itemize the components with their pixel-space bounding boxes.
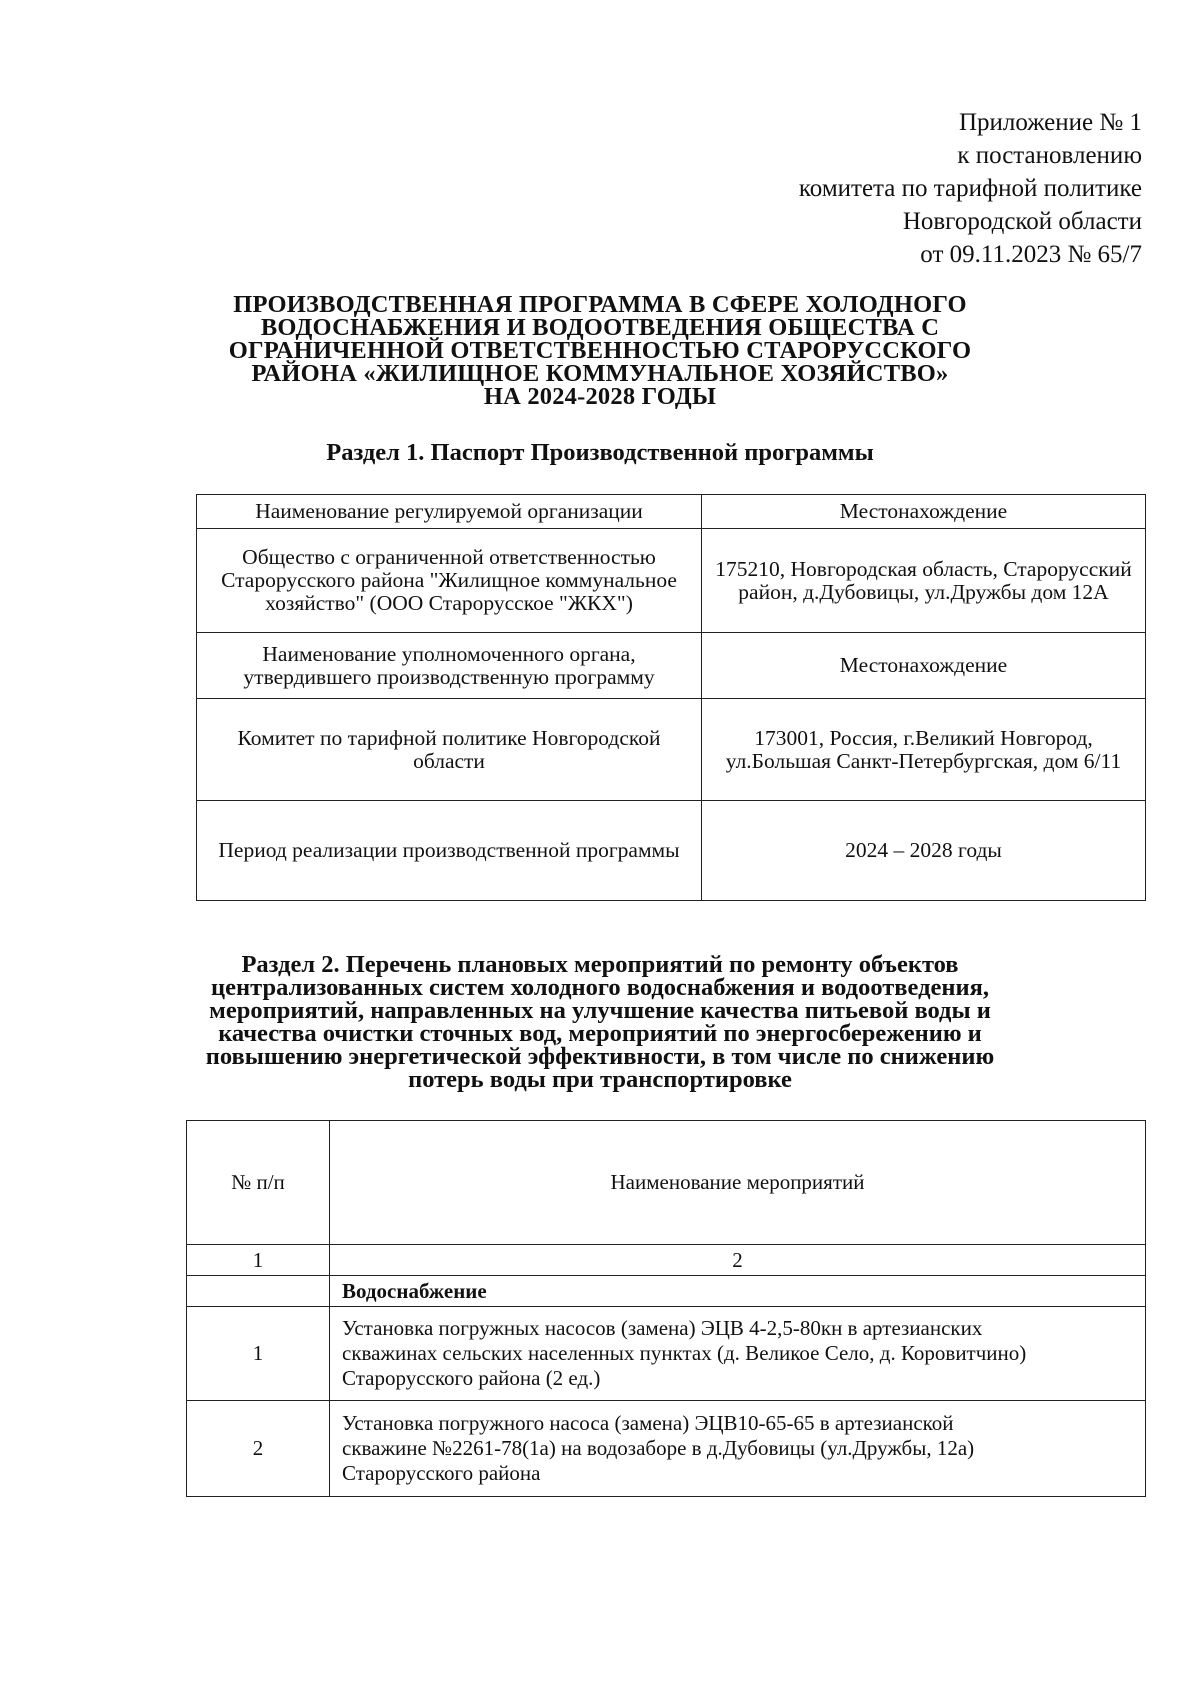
table-cell: Общество с ограниченной ответственностью Старорусского района "Жилищное коммунальное хозяйство" (ООО Старорусское "ЖКХ") <box>197 529 702 633</box>
appendix-line: от 09.11.2023 № 65/7 <box>920 241 1142 268</box>
table-cell: Местонахождение <box>702 495 1146 529</box>
column-number: 2 <box>330 1245 1146 1276</box>
measure-line: скважинах сельских населенных пунктах (д. Великое Село, д. Коровитчино) <box>342 1341 1027 1365</box>
group-row <box>187 1276 1146 1307</box>
title-line: ВОДОСНАБЖЕНИЯ И ВОДООТВЕДЕНИЯ ОБЩЕСТВА С <box>260 314 940 341</box>
table-row <box>187 1307 1146 1401</box>
table-row <box>197 699 1146 801</box>
title-line: ОГРАНИЧЕННОЙ ОТВЕТСТВЕННОСТЬЮ СТАРОРУССКОГО <box>228 337 972 364</box>
heading-line: Раздел 2. Перечень плановых мероприятий по ремонту объектов <box>241 951 959 978</box>
row-number: 1 <box>187 1307 330 1401</box>
column-header-name: Наименование мероприятий <box>330 1121 1146 1245</box>
heading-line: потерь воды при транспортировке <box>408 1066 792 1093</box>
appendix-line: комитета по тарифной политике <box>798 175 1142 202</box>
table-cell: 2024 – 2028 годы <box>702 801 1146 901</box>
table-cell: 175210, Новгородская область, Старорусский район, д.Дубовицы, ул.Дружбы дом 12А <box>702 529 1146 633</box>
table-row <box>187 1401 1146 1497</box>
section1-heading: Раздел 1. Паспорт Производственной программы <box>326 439 874 466</box>
measure-name <box>330 1307 1146 1401</box>
title-line: НА 2024-2028 ГОДЫ <box>483 383 717 410</box>
passport-table <box>196 494 1146 901</box>
column-header-num: № п/п <box>187 1121 330 1245</box>
measure-line: Установка погружных насосов (замена) ЭЦВ 4-2,5-80кн в артезианских <box>342 1316 983 1340</box>
table-cell: Наименование уполномоченного органа, утвердившего производственную программу <box>197 633 702 699</box>
title-line: ПРОИЗВОДСТВЕННАЯ ПРОГРАММА В СФЕРЕ ХОЛОДНОГО <box>233 291 967 318</box>
measure-name <box>330 1401 1146 1497</box>
document-title <box>150 293 1050 408</box>
appendix-line: Приложение № 1 <box>958 109 1142 136</box>
appendix-line: к постановлению <box>957 142 1142 169</box>
appendix-block <box>799 106 1142 271</box>
table-header-row <box>187 1121 1146 1245</box>
heading-line: повышению энергетической эффективности, в том числе по снижению <box>205 1043 995 1070</box>
heading-line: качества очистки сточных вод, мероприятий по энергосбережению и <box>218 1020 982 1047</box>
table-row <box>197 529 1146 633</box>
section2-heading <box>150 953 1050 1091</box>
measure-line: Установка погружного насоса (замена) ЭЦВ10-65-65 в артезианской <box>342 1411 954 1435</box>
table-row <box>197 495 1146 529</box>
table-cell: Период реализации производственной программы <box>197 801 702 901</box>
row-number: 2 <box>187 1401 330 1497</box>
heading-line: мероприятий, направленных на улучшение качества питьевой воды и <box>209 997 991 1024</box>
measures-table <box>186 1120 1146 1497</box>
appendix-line: Новгородской области <box>902 208 1142 235</box>
measure-line: Старорусского района (2 ед.) <box>342 1366 601 1390</box>
table-cell: Местонахождение <box>702 633 1146 699</box>
table-cell <box>187 1276 330 1307</box>
table-cell: 173001, Россия, г.Великий Новгород, ул.Большая Санкт-Петербургская, дом 6/11 <box>702 699 1146 801</box>
group-label: Водоснабжение <box>330 1276 1146 1307</box>
table-cell: Наименование регулируемой организации <box>197 495 702 529</box>
table-row <box>197 633 1146 699</box>
column-number-row <box>187 1245 1146 1276</box>
heading-line: централизованных систем холодного водоснабжения и водоотведения, <box>211 974 989 1001</box>
measure-line: скважине №2261-78(1а) на водозаборе в д.Дубовицы (ул.Дружбы, 12а) <box>342 1436 975 1460</box>
measure-line: Старорусского района <box>342 1461 541 1485</box>
title-line: РАЙОНА «ЖИЛИЩНОЕ КОММУНАЛЬНОЕ ХОЗЯЙСТВО» <box>251 360 949 387</box>
column-number: 1 <box>187 1245 330 1276</box>
table-row <box>197 801 1146 901</box>
table-cell: Комитет по тарифной политике Новгородской области <box>197 699 702 801</box>
